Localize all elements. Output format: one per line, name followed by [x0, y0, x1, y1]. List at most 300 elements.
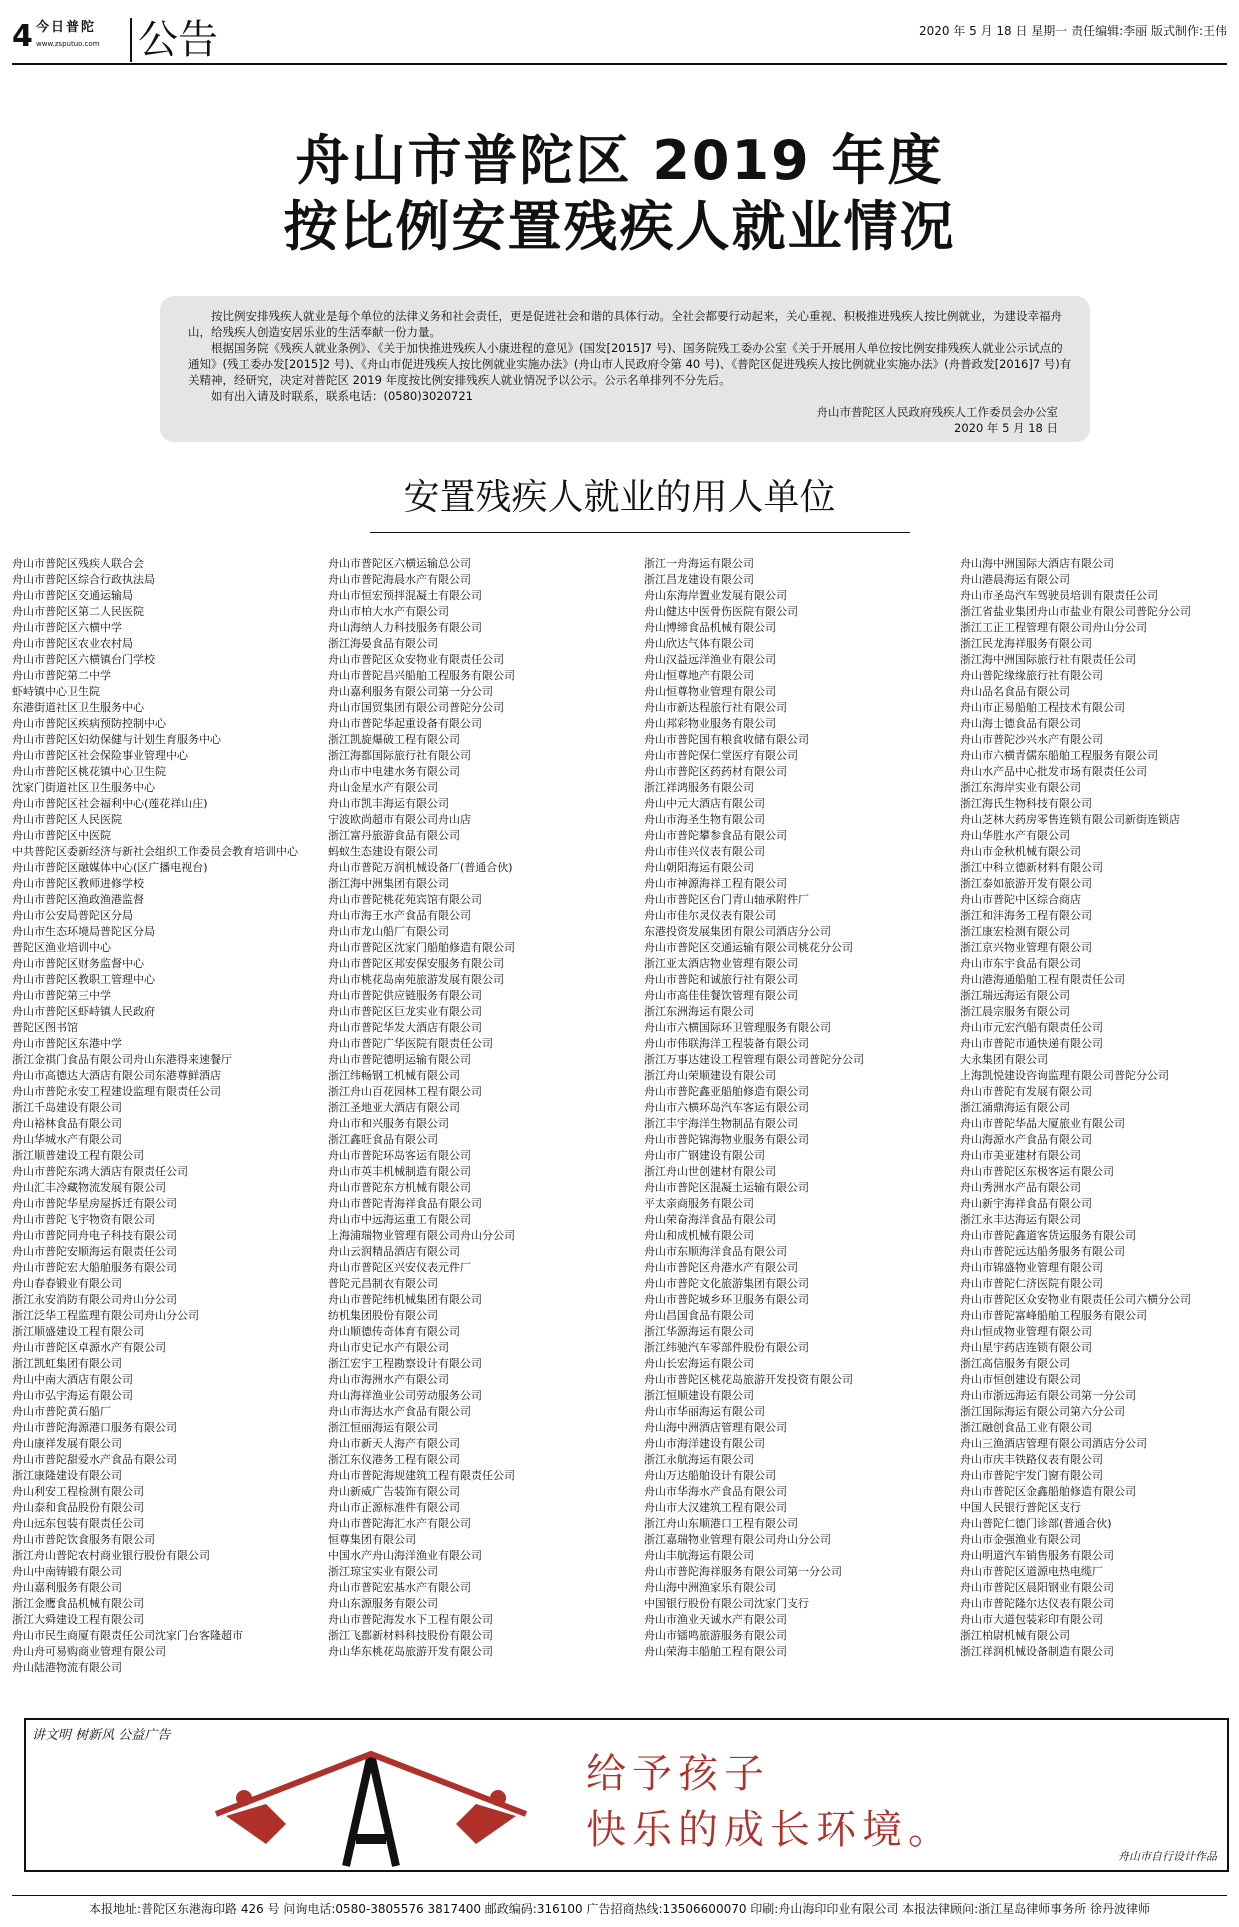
- employer-list-item: 浙江舟山东顺港口工程有限公司: [644, 1517, 798, 1530]
- employer-list-item: 浙江泛华工程监理有限公司舟山分公司: [12, 1309, 199, 1322]
- employer-list-item: 舟山普陀仁德门诊部(普通合伙): [960, 1517, 1112, 1530]
- employer-list-item: 浙江千岛建设有限公司: [12, 1101, 122, 1114]
- employer-list-item: 舟山市普陀东鸿大酒店有限责任公司: [12, 1165, 188, 1178]
- employer-list-item: 浙江舟山普陀农村商业银行股份有限公司: [12, 1549, 210, 1562]
- employer-list-item: 舟山市普陀远达船务服务有限公司: [960, 1245, 1125, 1258]
- employer-list-item: 舟山长宏海运有限公司: [644, 1357, 754, 1370]
- employer-list-item: 舟山市海洋建设有限公司: [644, 1437, 765, 1450]
- page-number: 4: [12, 19, 33, 54]
- employer-list-item: 舟山欣达气体有限公司: [644, 637, 754, 650]
- employer-list-item: 舟山市普陀同舟电子科技有限公司: [12, 1229, 177, 1242]
- employer-list-item: 浙江东仪港务工程有限公司: [328, 1453, 460, 1466]
- swing-illustration-icon: [206, 1734, 536, 1870]
- employer-list-item: 浙江舟山百花园林工程有限公司: [328, 1085, 482, 1098]
- employer-list-item: 浙江恒顺建设有限公司: [644, 1389, 754, 1402]
- employer-list-item: 舟山丰航海运有限公司: [644, 1549, 754, 1562]
- employer-list-item: 舟山市六横国际环卫管理服务有限公司: [644, 1021, 831, 1034]
- employer-column-4: [960, 556, 1230, 1660]
- employer-list-item: 纺机集团股份有限公司: [328, 1309, 438, 1322]
- employer-list-item: 浙江中科立德新材料有限公司: [960, 861, 1103, 874]
- employer-list-item: 舟山市美亚建材有限公司: [960, 1149, 1081, 1162]
- employer-list-item: 舟山市中远海运重工有限公司: [328, 1213, 471, 1226]
- employer-list-item: 浙江纬驰汽车零部件股份有限公司: [644, 1341, 809, 1354]
- employer-list-item: 舟山恒成物业管理有限公司: [960, 1325, 1092, 1338]
- employer-list-item: 舟山春春锻业有限公司: [12, 1277, 122, 1290]
- employer-list-item: 舟山市新达程旅行社有限公司: [644, 701, 787, 714]
- employer-list-item: 浙江大舜建设工程有限公司: [12, 1613, 144, 1626]
- header-meta: 2020 年 5 月 18 日 星期一 责任编辑:李丽 版式制作:王伟: [918, 24, 1227, 38]
- employer-list-item: 舟山市普陀宏基水产有限公司: [328, 1581, 471, 1594]
- employer-list-item: 舟山市元宏汽船有限责任公司: [960, 1021, 1103, 1034]
- employer-list-item: 浙江省盐业集团舟山市盐业有限公司普陀分公司: [960, 605, 1191, 618]
- employer-list-item: 浙江亚太酒店物业管理有限公司: [644, 957, 798, 970]
- employer-list-item: 浙江金祺门食品有限公司舟山东港得来速餐厅: [12, 1053, 232, 1066]
- employer-list-item: 舟山新威广告装饰有限公司: [328, 1485, 460, 1498]
- employer-list-item: 舟山市普陀有发展有限公司: [960, 1085, 1092, 1098]
- employer-list-item: 恒尊集团有限公司: [328, 1533, 416, 1546]
- employer-list-item: 舟山利安工程检测有限公司: [12, 1485, 144, 1498]
- employer-list-item: 舟山市普陀纬机械集团有限公司: [328, 1293, 482, 1306]
- employer-list-item: 浙江纬畅钢工机械有限公司: [328, 1069, 460, 1082]
- employer-list-item: 舟山市普陀飞宇物资有限公司: [12, 1213, 155, 1226]
- employer-list-item: 东港投资发展集团有限公司酒店分公司: [644, 925, 831, 938]
- employer-list-item: 舟山市锦盛物业管理有限公司: [960, 1261, 1103, 1274]
- employer-list-item: 中共普陀区委新经济与新社会组织工作委员会教育培训中心: [12, 845, 298, 858]
- notice-paragraph-1: 按比例安排残疾人就业是每个单位的法律义务和社会责任，更是促进社会和谐的具体行动。全社会都要行动起来，关心重视、积极推进残疾人按比例就业，为建设幸福舟山，给残疾人创造安居乐业的生活奉献一份力量。: [188, 309, 1062, 339]
- employer-list-item: 舟山品名食品有限公司: [960, 685, 1070, 698]
- employer-list-item: 舟山市普陀攀参食品有限公司: [644, 829, 787, 842]
- employer-list-item: 舟山市普陀宇发门窗有限公司: [960, 1469, 1103, 1482]
- employer-list-item: 舟山市普陀保仁堂医疗有限公司: [644, 749, 798, 762]
- employer-list-item: 舟山市普陀海发水下工程有限公司: [328, 1613, 493, 1626]
- employer-list-item: 舟山市普陀区沈家门船舶修造有限公司: [328, 941, 515, 954]
- employer-list-item: 舟山市海圣生物有限公司: [644, 813, 765, 826]
- employer-list-item: 舟山市恒创建设有限公司: [960, 1373, 1081, 1386]
- employer-list-item: 舟山市普陀和诚旅行社有限公司: [644, 973, 798, 986]
- banner-slogan-line-2: 快乐的成长环境。: [586, 1807, 954, 1853]
- employer-list-item: 舟山裕林食品有限公司: [12, 1117, 122, 1130]
- employer-list-item: 舟山市广钢建设有限公司: [644, 1149, 765, 1162]
- employer-list-item: 舟山市普陀海祥服务有限公司第一分公司: [644, 1565, 842, 1578]
- employer-list-item: 舟山华城水产有限公司: [12, 1133, 122, 1146]
- employer-list-item: 舟山恒尊物业管理有限公司: [644, 685, 776, 698]
- employer-list-item: 舟山市普陀区综合行政执法局: [12, 573, 155, 586]
- employer-list-item: 舟山市六横环岛汽车客运有限公司: [644, 1101, 809, 1114]
- employer-list-item: 浙江泰如旅游开发有限公司: [960, 877, 1092, 890]
- employer-list-item: 舟山市普陀华起重设备有限公司: [328, 717, 482, 730]
- employer-list-item: 舟山汇丰冷藏物流发展有限公司: [12, 1181, 166, 1194]
- employer-list-item: 浙江金鹰食品机械有限公司: [12, 1597, 144, 1610]
- employer-list-item: 舟山市普陀隆尔达仪表有限公司: [960, 1597, 1114, 1610]
- employer-list-item: 浙江富丹旅游食品有限公司: [328, 829, 460, 842]
- employer-list-item: 舟山市普陀区融媒体中心(区广播电视台): [12, 861, 208, 874]
- employer-list-item: 舟山港晨海运有限公司: [960, 573, 1070, 586]
- employer-list-item: 舟山市华丽海运有限公司: [644, 1405, 765, 1418]
- employer-list-item: 舟山市普陀区人民医院: [12, 813, 122, 826]
- employer-list-item: 舟山市普陀区社会福利中心(莲花祥山庄): [12, 797, 208, 810]
- employer-list-item: 浙江宏宇工程勘察设计有限公司: [328, 1357, 482, 1370]
- employer-list-item: 舟山明道汽车销售服务有限公司: [960, 1549, 1114, 1562]
- employer-list-item: 舟山市普陀第三中学: [12, 989, 111, 1002]
- employer-list-item: 舟山三渔酒店管理有限公司酒店分公司: [960, 1437, 1147, 1450]
- employer-list-item: 舟山市普陀区混凝土运输有限公司: [644, 1181, 809, 1194]
- employer-list-item: 浙江圣地亚大酒店有限公司: [328, 1101, 460, 1114]
- notice-contact: 如有出入请及时联系，联系电话：(0580)3020721: [211, 389, 473, 403]
- employer-list-item: 舟山市浙远海运有限公司第一分公司: [960, 1389, 1136, 1402]
- employer-list-item: 浙江华源海运有限公司: [644, 1325, 754, 1338]
- employer-list-item: 舟山市普陀华星房屋拆迁有限公司: [12, 1197, 177, 1210]
- employer-list-item: 舟山市生态环境局普陀区分局: [12, 925, 155, 938]
- banner-credit: 舟山市自行设计作品: [1118, 1850, 1217, 1863]
- title-line-1: 舟山市普陀区 2019 年度: [295, 129, 944, 192]
- employer-list-item: 舟山市普陀区渔政渔港监督: [12, 893, 144, 906]
- employer-list-item: 舟山市普陀桃花苑宾馆有限公司: [328, 893, 482, 906]
- employer-list-item: 舟山市普陀文化旅游集团有限公司: [644, 1277, 809, 1290]
- employer-list-item: 舟山水产品中心批发市场有限责任公司: [960, 765, 1147, 778]
- employer-list-item: 舟山昌国食品有限公司: [644, 1309, 754, 1322]
- employer-list-item: 浙江万事达建设工程管理有限公司普陀分公司: [644, 1053, 864, 1066]
- employer-list-item: 舟山市高德达大酒店有限公司东港尊鲜酒店: [12, 1069, 221, 1082]
- employer-list-item: 舟山朝阳海运有限公司: [644, 861, 754, 874]
- employer-list-item: 舟山市神源海祥工程有限公司: [644, 877, 787, 890]
- employer-list-item: 舟山市普陀海源港口服务有限公司: [12, 1421, 177, 1434]
- logo-url: www.zsputuo.com: [36, 40, 100, 48]
- section-title-rule: [370, 532, 910, 533]
- header-separator: [130, 18, 132, 62]
- employer-column-3: [644, 556, 944, 1660]
- employer-list-item: 舟山中南铸锻有限公司: [12, 1565, 122, 1578]
- employer-list-item: 舟山市普陀海汇水产有限公司: [328, 1517, 471, 1530]
- notice-paragraph-2: 根据国务院《残疾人就业条例》、《关于加快推进残疾人小康进程的意见》(国发[2015]7 号)、国务院残工委办公室《关于开展用人单位按比例安排残疾人就业公示试点的通知》(残工委办发[2015]2 号)、《舟山市促进残疾人按比例就业实施办法》(舟山市人民政府令第 40 号)、《普陀区促进残疾人按比例就业实施办法》(舟普政发[2016]7 号)有关精神，经研究，决定对普陀区 2019 年度按比例安排残疾人就业情况予以公示。公示名单排列不分先后。: [188, 341, 1072, 387]
- employer-column-1: [12, 556, 312, 1676]
- employer-list-item: 舟山市普陀区东极客运有限公司: [960, 1165, 1114, 1178]
- employer-list-item: 舟山市普陀区财务监督中心: [12, 957, 144, 970]
- employer-list-item: 舟山星宇药店连锁有限公司: [960, 1341, 1092, 1354]
- employer-list-item: 舟山市普陀区六横镇台门学校: [12, 653, 155, 666]
- footer-info: 本报地址:普陀区东港海印路 426 号 问询电话:0580-3805576 3817400 邮政编码:316100 广告招商热线:13506600070 印刷:舟山海印印业有限公司 本报法律顾问:浙江星岛律师事务所 徐丹波律师: [88, 1902, 1151, 1916]
- employer-list-item: 舟山市东宇食品有限公司: [960, 957, 1081, 970]
- employer-list-item: 舟山市庆丰铁路仪表有限公司: [960, 1453, 1103, 1466]
- employer-list-item: 舟山市普陀区金鑫船舶修造有限公司: [960, 1485, 1136, 1498]
- employer-list-item: 舟山市六横青儒东船舶工程服务有限公司: [960, 749, 1158, 762]
- logo-text: 今日普陀: [36, 20, 97, 35]
- employer-list-item: 舟山市普陀区交通运输有限公司桃花分公司: [644, 941, 853, 954]
- employer-list-item: 舟山市普陀区六横中学: [12, 621, 122, 634]
- employer-list-item: 舟山市普陀区残疾人联合会: [12, 557, 144, 570]
- employer-list-item: 舟山市中电建水务有限公司: [328, 765, 460, 778]
- employer-list-item: 舟山市新天人海产有限公司: [328, 1437, 460, 1450]
- employer-list-item: 舟山市普陀市通快递有限公司: [960, 1037, 1103, 1050]
- employer-list-item: 舟山市弘宇海运有限公司: [12, 1389, 133, 1402]
- employer-list-item: 舟山市公安局普陀区分局: [12, 909, 133, 922]
- employer-list-item: 舟山市普陀华发大酒店有限公司: [328, 1021, 482, 1034]
- employer-list-item: 沈家门街道社区卫生服务中心: [12, 781, 155, 794]
- employer-list-item: 普陀区渔业培训中心: [12, 941, 111, 954]
- employer-list-item: 舟山市金强渔业有限公司: [960, 1533, 1081, 1546]
- employer-list-item: 舟山市普陀东方机械有限公司: [328, 1181, 471, 1194]
- employer-list-item: 舟山海源水产食品有限公司: [960, 1133, 1092, 1146]
- employer-list-item: 上海浦瑞物业管理有限公司舟山分公司: [328, 1229, 515, 1242]
- employer-list-item: 舟山市普陀环岛客运有限公司: [328, 1149, 471, 1162]
- employer-list-item: 舟山市民生商厦有限责任公司沈家门台客隆超市: [12, 1629, 243, 1642]
- employer-list-item: 舟山市普陀甜爱水产食品有限公司: [12, 1453, 177, 1466]
- employer-list-item: 舟山荣海丰船舶工程有限公司: [644, 1645, 787, 1658]
- employer-list-item: 舟山恒尊地产有限公司: [644, 669, 754, 682]
- employer-list-item: 舟山市普陀鑫道客货运服务有限公司: [960, 1229, 1136, 1242]
- employer-list-item: 浙江飞都新材料科技股份有限公司: [328, 1629, 493, 1642]
- newspaper-logo: [36, 20, 126, 52]
- employer-list-item: 舟山市普陀区农业农村局: [12, 637, 133, 650]
- employer-list-item: 舟山华东桃花岛旅游开发有限公司: [328, 1645, 493, 1658]
- employer-list-item: 舟山市普陀中区综合商店: [960, 893, 1081, 906]
- employer-list-item: 舟山市普陀沙兴水产有限公司: [960, 733, 1103, 746]
- employer-list-item: 中国人民银行普陀区支行: [960, 1501, 1081, 1514]
- employer-list-item: 舟山云润精品酒店有限公司: [328, 1245, 460, 1258]
- employer-list-item: 舟山市柏大水产有限公司: [328, 605, 449, 618]
- employer-list-item: 普陀区图书馆: [12, 1021, 78, 1034]
- section-title: 安置残疾人就业的用人单位: [403, 477, 836, 518]
- employer-list-item: 舟山市普陀区社会保险事业管理中心: [12, 749, 188, 762]
- employer-list-item: 舟山市普陀青海祥食品有限公司: [328, 1197, 482, 1210]
- employer-list-item: 舟山市普陀海规建筑工程有限责任公司: [328, 1469, 515, 1482]
- employer-list-item: 浙江民龙海祥服务有限公司: [960, 637, 1092, 650]
- employer-list-item: 舟山荣奋海洋食品有限公司: [644, 1213, 776, 1226]
- employer-list-item: 舟山市普陀区药药材有限公司: [644, 765, 787, 778]
- employer-list-item: 浙江琼宝实业有限公司: [328, 1565, 438, 1578]
- employer-list-item: 舟山市普陀区邦安保安服务有限公司: [328, 957, 504, 970]
- employer-list-item: 舟山新宇海祥食品有限公司: [960, 1197, 1092, 1210]
- employer-list-item: 舟山市普陀区第二人民医院: [12, 605, 144, 618]
- employer-list-item: 舟山秀洲水产品有限公司: [960, 1181, 1081, 1194]
- employer-list-item: 舟山市英丰机械制造有限公司: [328, 1165, 471, 1178]
- header-rule: [12, 63, 1227, 65]
- employer-list-item: 浙江丰宇海洋生物制品有限公司: [644, 1117, 798, 1130]
- employer-list-item: 浙江和沣海务工程有限公司: [960, 909, 1092, 922]
- employer-list-item: 舟山市普陀饮食服务有限公司: [12, 1533, 155, 1546]
- employer-list-item: 舟山顺德传奇体育有限公司: [328, 1325, 460, 1338]
- employer-list-item: 舟山市普陀锦海物业服务有限公司: [644, 1133, 809, 1146]
- employer-list-item: 虾峙镇中心卫生院: [12, 685, 100, 698]
- employer-list-item: 舟山市普陀广华医院有限责任公司: [328, 1037, 493, 1050]
- employer-list-item: 舟山嘉利服务有限公司第一分公司: [328, 685, 493, 698]
- employer-list-item: 舟山芝林大药房零售连锁有限公司新街连锁店: [960, 813, 1180, 826]
- employer-list-item: 舟山市普陀仁济医院有限公司: [960, 1277, 1103, 1290]
- employer-list-item: 舟山市圣岛汽车驾驶员培训有限责任公司: [960, 589, 1158, 602]
- employer-list-item: 浙江舟山荣顺建设有限公司: [644, 1069, 776, 1082]
- employer-list-item: 舟山泰和食品股份有限公司: [12, 1501, 144, 1514]
- employer-list-item: 舟山市普陀第二中学: [12, 669, 111, 682]
- employer-list-item: 舟山市大道包装彩印有限公司: [960, 1613, 1103, 1626]
- employer-list-item: 舟山市国贸集团有限公司普陀分公司: [328, 701, 504, 714]
- employer-list-item: 舟山市普陀城乡环卫服务有限公司: [644, 1293, 809, 1306]
- employer-list-item: 浙江京兴物业管理有限公司: [960, 941, 1092, 954]
- employer-list-item: 舟山市普陀区巨龙实业有限公司: [328, 1005, 482, 1018]
- footer-rule: [12, 1895, 1227, 1896]
- employer-list-item: 舟山市普陀国有粮食收储有限公司: [644, 733, 809, 746]
- employer-list-item: 浙江一舟海运有限公司: [644, 557, 754, 570]
- notice-box: [160, 296, 1090, 442]
- employer-list-item: 中国水产舟山海洋渔业有限公司: [328, 1549, 482, 1562]
- employer-list-item: 浙江康宏检测有限公司: [960, 925, 1070, 938]
- notice-signature-date: 2020 年 5 月 18 日: [954, 421, 1058, 435]
- employer-list-item: 舟山万达船舶设计有限公司: [644, 1469, 776, 1482]
- employer-list-item: 宁波欧尚超市有限公司舟山店: [328, 813, 471, 826]
- employer-list-item: 舟山博缔食品机械有限公司: [644, 621, 776, 634]
- employer-list-item: 舟山市普陀海晨水产有限公司: [328, 573, 471, 586]
- employer-list-item: 浙江融创食品工业有限公司: [960, 1421, 1092, 1434]
- banner-slogan-line-1: 给予孩子: [586, 1751, 770, 1797]
- employer-list-item: 浙江海都国际旅行社有限公司: [328, 749, 471, 762]
- employer-list-item: 舟山市海王水产食品有限公司: [328, 909, 471, 922]
- employer-list-item: 舟山市普陀区台门青山轴承附件厂: [644, 893, 809, 906]
- employer-list-item: 舟山港海通船舶工程有限责任公司: [960, 973, 1125, 986]
- employer-list-item: 舟山普陀缘缘旅行社有限公司: [960, 669, 1103, 682]
- public-service-banner: [24, 1718, 1229, 1872]
- employer-list-item: 舟山市普陀宏大船舶服务有限公司: [12, 1261, 177, 1274]
- employer-list-item: 平太亲商服务有限公司: [644, 1197, 754, 1210]
- employer-list-item: 舟山市金秋机械有限公司: [960, 845, 1081, 858]
- employer-list-item: 浙江晨宗服务有限公司: [960, 1005, 1070, 1018]
- employer-list-item: 大永集团有限公司: [960, 1053, 1048, 1066]
- employer-list-item: 舟山市海洲水产有限公司: [328, 1373, 449, 1386]
- employer-list-item: 浙江顺普建设工程有限公司: [12, 1149, 144, 1162]
- employer-list-item: 舟山市海达水产食品有限公司: [328, 1405, 471, 1418]
- employer-list-item: 舟山市佳兴仪表有限公司: [644, 845, 765, 858]
- employer-list-item: 舟山市普陀区兴安仪表元件厂: [328, 1261, 471, 1274]
- employer-list-item: 舟山市高佳佳餐饮管理有限公司: [644, 989, 798, 1002]
- employer-list-item: 舟山市普陀区众安物业有限责任公司: [328, 653, 504, 666]
- employer-list-item: 舟山市普陀区道源电热电缆厂: [960, 1565, 1103, 1578]
- employer-list-item: 舟山康祥发展有限公司: [12, 1437, 122, 1450]
- employer-list-item: 舟山市正易船舶工程技术有限公司: [960, 701, 1125, 714]
- employer-list-item: 舟山中南大酒店有限公司: [12, 1373, 133, 1386]
- banner-label: 讲文明 树新风 公益广告: [32, 1728, 171, 1743]
- employer-list-item: 舟山华胜水产有限公司: [960, 829, 1070, 842]
- employer-list-item: 舟山市普陀富峰船舶工程服务有限公司: [960, 1309, 1147, 1322]
- employer-list-item: 舟山市普陀安顺海运有限责任公司: [12, 1245, 177, 1258]
- employer-list-item: 舟山远东包装有限责任公司: [12, 1517, 144, 1530]
- notice-signature-org: 舟山市普陀区人民政府残疾人工作委员会办公室: [816, 405, 1058, 419]
- employer-list-item: 浙江海中洲集团有限公司: [328, 877, 449, 890]
- employer-list-item: 舟山市恒宏预拌混凝土有限公司: [328, 589, 482, 602]
- employer-list-item: 舟山舟可易购商业管理有限公司: [12, 1645, 166, 1658]
- employer-list-item: 舟山海中洲酒店管理有限公司: [644, 1421, 787, 1434]
- employer-list-item: 舟山市普陀区教师进修学校: [12, 877, 144, 890]
- employer-list-item: 舟山海中洲国际大酒店有限公司: [960, 557, 1114, 570]
- employer-list-item: 浙江康隆建设有限公司: [12, 1469, 122, 1482]
- employer-list-item: 舟山市普陀区教职工管理中心: [12, 973, 155, 986]
- employer-list-item: 舟山市普陀区虾峙镇人民政府: [12, 1005, 155, 1018]
- employer-list-item: 浙江永丰达海运有限公司: [960, 1213, 1081, 1226]
- employer-list-item: 舟山市普陀区六横运输总公司: [328, 557, 471, 570]
- employer-list-item: 中国银行股份有限公司沈家门支行: [644, 1597, 809, 1610]
- employer-list-item: 浙江顺盛建设工程有限公司: [12, 1325, 144, 1338]
- employer-list-item: 舟山市普陀区桃花岛旅游开发投资有限公司: [644, 1373, 853, 1386]
- employer-list-item: 舟山市普陀区交通运输局: [12, 589, 133, 602]
- employer-list-item: 舟山东源服务有限公司: [328, 1597, 438, 1610]
- employer-list-item: 浙江鑫旺食品有限公司: [328, 1133, 438, 1146]
- employer-list-item: 舟山市和兴服务有限公司: [328, 1117, 449, 1130]
- employer-list-item: 浙江昌龙建设有限公司: [644, 573, 754, 586]
- employer-list-item: 舟山市普陀区东港中学: [12, 1037, 122, 1050]
- employer-list-item: 舟山市普陀万润机械设备厂(普通合伙): [328, 861, 513, 874]
- employer-list-item: 浙江嘉瑞物业管理有限公司舟山分公司: [644, 1533, 831, 1546]
- employer-list-item: 舟山市东顺海洋食品有限公司: [644, 1245, 787, 1258]
- employer-list-item: 浙江柏尉机械有限公司: [960, 1629, 1070, 1642]
- employer-list-item: 浙江舟山世创建材有限公司: [644, 1165, 776, 1178]
- employer-list-item: 舟山市史记水产有限公司: [328, 1341, 449, 1354]
- employer-list-item: 舟山健达中医骨伤医院有限公司: [644, 605, 798, 618]
- employer-list-item: 舟山市普陀昌兴船舶工程服务有限公司: [328, 669, 515, 682]
- employer-list-item: 浙江瑞远海运有限公司: [960, 989, 1070, 1002]
- employer-list-item: 舟山市普陀区众安物业有限责任公司六横分公司: [960, 1293, 1191, 1306]
- employer-list-item: 浙江国际海运有限公司第六分公司: [960, 1405, 1125, 1418]
- employer-list-item: 浙江祥润机械设备制造有限公司: [960, 1645, 1114, 1658]
- employer-list-item: 舟山市凯丰海运有限公司: [328, 797, 449, 810]
- employer-list-item: 蚂蚁生态建设有限公司: [328, 845, 438, 858]
- employer-list-item: 舟山市普陀德明运输有限公司: [328, 1053, 471, 1066]
- employer-list-item: 舟山市普陀区疾病预防控制中心: [12, 717, 166, 730]
- employer-list-item: 舟山海纳人力科技服务有限公司: [328, 621, 482, 634]
- employer-list-item: 浙江海氏生物科技有限公司: [960, 797, 1092, 810]
- employer-list-item: 浙江涌鼎海运有限公司: [960, 1101, 1070, 1114]
- employer-list-item: 舟山市普陀区妇幼保健与计划生育服务中心: [12, 733, 221, 746]
- employer-list-item: 舟山市普陀鑫亚船舶修造有限公司: [644, 1085, 809, 1098]
- employer-list-item: 浙江海晏食品有限公司: [328, 637, 438, 650]
- employer-list-item: 浙江工正工程管理有限公司舟山分公司: [960, 621, 1147, 634]
- employer-list-item: 舟山市伟联海洋工程装备有限公司: [644, 1037, 809, 1050]
- employer-list-item: 浙江东洲海运有限公司: [644, 1005, 754, 1018]
- employer-list-item: 浙江永安消防有限公司舟山分公司: [12, 1293, 177, 1306]
- employer-list-item: 舟山和成机械有限公司: [644, 1229, 754, 1242]
- employer-list-item: 普陀元昌制衣有限公司: [328, 1277, 438, 1290]
- employer-list-item: 浙江东海岸实业有限公司: [960, 781, 1081, 794]
- employer-list-item: 东港街道社区卫生服务中心: [12, 701, 144, 714]
- employer-list-item: 舟山海祥渔业公司劳动服务公司: [328, 1389, 482, 1402]
- employer-list-item: 舟山市佳尔灵仪表有限公司: [644, 909, 776, 922]
- employer-list-item: 舟山邦彩物业服务有限公司: [644, 717, 776, 730]
- employer-column-2: [328, 556, 628, 1660]
- employer-list-item: 浙江凯虹集团有限公司: [12, 1357, 122, 1370]
- employer-list-item: 舟山嘉利服务有限公司: [12, 1581, 122, 1594]
- employer-list-item: 舟山市渔业天诚水产有限公司: [644, 1613, 787, 1626]
- employer-list-item: 舟山市龙山船厂有限公司: [328, 925, 449, 938]
- employer-list-item: 浙江恒丽海运有限公司: [328, 1421, 438, 1434]
- employer-list-item: 舟山市普陀区晨阳钢业有限公司: [960, 1581, 1114, 1594]
- employer-list-item: 浙江高信服务有限公司: [960, 1357, 1070, 1370]
- employer-list-item: 舟山市华海水产食品有限公司: [644, 1485, 787, 1498]
- employer-list-item: 舟山市大汉建筑工程有限公司: [644, 1501, 787, 1514]
- employer-list-item: 舟山中元大酒店有限公司: [644, 797, 765, 810]
- employer-list-item: 舟山市普陀区中医院: [12, 829, 111, 842]
- title-line-2: 按比例安置残疾人就业情况: [283, 195, 956, 258]
- employer-list-item: 浙江永航海运有限公司: [644, 1453, 754, 1466]
- employer-list-item: 舟山海士德食品有限公司: [960, 717, 1081, 730]
- employer-list-item: 舟山市普陀黄石船厂: [12, 1405, 111, 1418]
- employer-list-item: 舟山东海岸置业发展有限公司: [644, 589, 787, 602]
- employer-list-item: 舟山陆港物流有限公司: [12, 1661, 122, 1674]
- employer-list-item: 浙江海中洲国际旅行社有限责任公司: [960, 653, 1136, 666]
- section-name: 公告: [138, 17, 218, 63]
- employer-list-item: 舟山市正源标准件有限公司: [328, 1501, 460, 1514]
- employer-list-item: 舟山海中洲渔家乐有限公司: [644, 1581, 776, 1594]
- employer-list-item: 浙江祥鸿服务有限公司: [644, 781, 754, 794]
- employer-list-item: 浙江凯旋爆破工程有限公司: [328, 733, 460, 746]
- employer-list-item: 舟山市普陀区卓源水产有限公司: [12, 1341, 166, 1354]
- employer-list-item: 舟山市普陀永安工程建设监理有限责任公司: [12, 1085, 221, 1098]
- employer-list-item: 舟山市普陀华晶大厦旅业有限公司: [960, 1117, 1125, 1130]
- employer-list-item: 舟山市普陀区舟港水产有限公司: [644, 1261, 798, 1274]
